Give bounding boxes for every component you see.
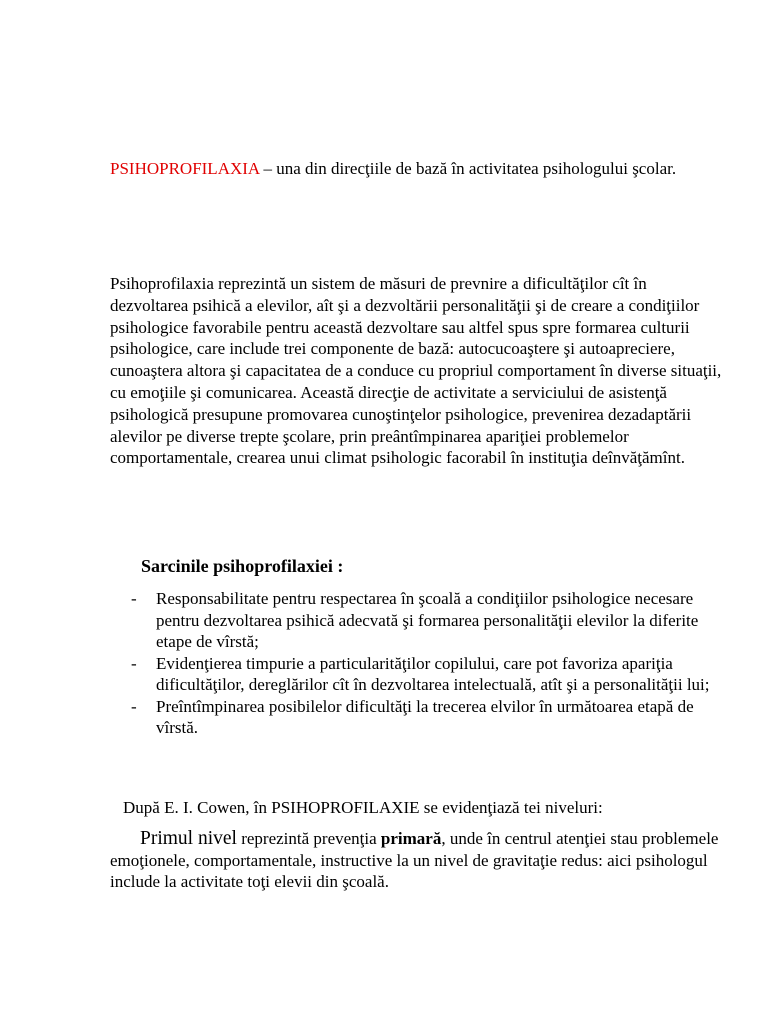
tasks-list: [0, 588, 768, 739]
heading-line: [110, 158, 710, 179]
heading-term: PSIHOPROFILAXIA: [110, 159, 260, 178]
bullet-dash: -: [131, 696, 137, 716]
list-item-text: Responsabilitate pentru respectarea în şcoală a condiţiilor psihologice necesare pentru dezvoltarea psihică adecvată şi formarea personalităţii elevilor la diferite etape de vîrstă;: [156, 589, 699, 651]
heading-rest: – una din direcţiile de bază în activitatea psihologului şcolar.: [259, 159, 677, 178]
level-one-text-before: reprezintă prevenţia: [236, 829, 381, 848]
bullet-dash: -: [131, 653, 137, 673]
list-item: [0, 588, 711, 653]
list-item-text: Preîntîmpinarea posibilelor dificultăţi la trecerea elvilor în următoarea etapă de vîrstă.: [156, 696, 694, 737]
bullet-dash: -: [131, 589, 137, 608]
level-one-paragraph: [110, 828, 720, 893]
intro-paragraph: Psihoprofilaxia reprezintă un sistem de măsuri de prevnire a dificultăţilor cît în dezvoltarea psihică a elevilor, aît şi a dezvoltării personalităţii şi de creare a condiţiilor psihologice favorabile pentru această dezvoltare sau altfel spus spre formarea culturii psihologice, care include trei componente de bază: autocucoaştere şi autoapreciere, cunoaştera altora şi capacitatea de a conduce cu propriul comportament în diverse situaţii, cu emoţiile şi comunicarea. Această direcţie de activitate a serviciului de asistenţă psihologică presupune promovarea cunoştinţelor psihologice, prevenirea dezadaptării alevilor pe diverse trepte şcolare, prin preântîmpinarea apariţiei problemelor comportamentale, crearea unui climat psihologic facorabil în instituţia deînvăţămînt.: [110, 274, 722, 468]
level-one-lead: Primul nivel: [140, 828, 237, 849]
list-item-text: Evidenţierea timpurie a particularităţilor copilului, care pot favoriza apariţia dificultăţilor, dereglărilor cît în dezvoltarea intelectuală, atît şi a personalităţii lui;: [156, 653, 710, 694]
tasks-title: Sarcinile psihoprofilaxiei :: [141, 556, 344, 576]
level-one-emphasis: primară: [380, 829, 442, 848]
level-one-text-after: , unde în centrul atenţiei stau problemele emoţionele, comportamentale, instructive la un nivel de gravitaţie redus: aici psihologul include la activitate toţi elevii din şcoală.: [110, 829, 719, 891]
levels-intro: După E. I. Cowen, în PSIHOPROFILAXIE se evidenţiază tei niveluri:: [123, 798, 603, 817]
list-item: [0, 653, 711, 696]
list-item: [0, 696, 711, 739]
